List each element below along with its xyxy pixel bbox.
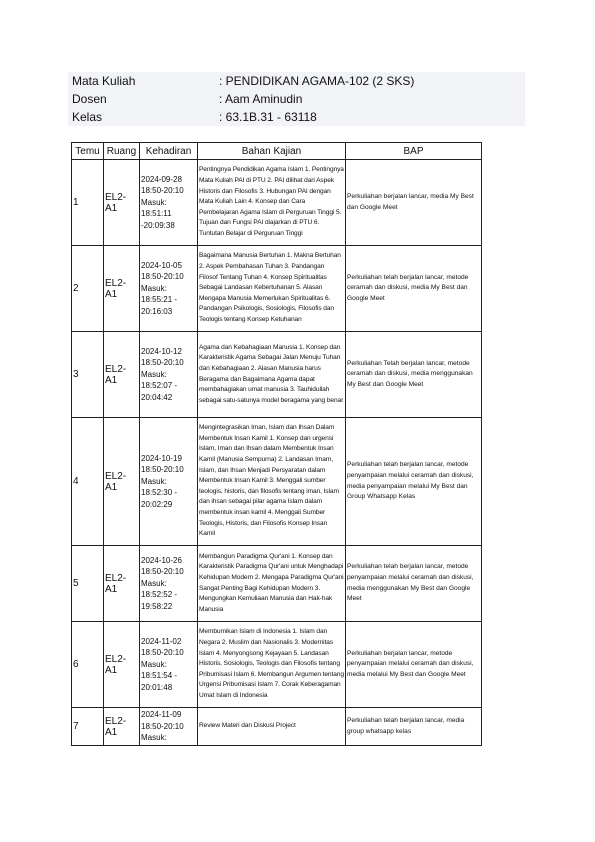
table-row bbox=[72, 622, 482, 708]
table-row bbox=[72, 160, 482, 246]
cell-ruang: EL2-A1 bbox=[104, 246, 140, 332]
attendance-table bbox=[71, 142, 482, 746]
kehadiran-line: 20:04:42 bbox=[141, 392, 173, 402]
cell-bahan-kajian: Review Materi dan Diskusi Project bbox=[198, 708, 346, 746]
kehadiran-line: -20:09:38 bbox=[141, 220, 175, 230]
info-label-class: Kelas bbox=[72, 110, 103, 124]
kehadiran-line: Masuk: bbox=[141, 733, 167, 743]
kehadiran-line: 18:52:30 - bbox=[141, 488, 178, 498]
kehadiran-line: 18:51:54 - bbox=[141, 671, 178, 681]
info-row-lecturer bbox=[68, 90, 525, 108]
info-row-course bbox=[68, 72, 525, 90]
cell-kehadiran bbox=[140, 546, 198, 622]
cell-bahan-kajian: Membangun Paradigma Qur'ani 1. Konsep dan Karakteristik Paradigma Qur'ani untuk Menghadapi Kehidupan Modern 2. Mengapa Paradigma Qur'ani Sangat Penting Bagi Kehidupan Modern 3. Mengungkan Kemuliaan Manusia dan Hak-hak Manusia bbox=[198, 546, 346, 622]
cell-kehadiran bbox=[140, 160, 198, 246]
cell-bahan-kajian: Pentingnya Pendidikan Agama Islam 1. Pentingnya Mata Kuliah PAI di PTU 2. PAI dilihat dari Aspek Historis dan Filosofis 3. Hubungan PAI dengan Mata Kuliah Lain 4. Konsep dan Cara Pembelajaran Agama Islam di Perguruan Tinggi 5. Tujuan dan Fungsi PAI diajarkan di PTU 6. Tuntutan Belajar di Perguruan Tinggi bbox=[198, 160, 346, 246]
header-temu: Temu bbox=[72, 143, 104, 160]
cell-ruang: EL2-A1 bbox=[104, 332, 140, 418]
kehadiran-line: 2024-10-12 bbox=[141, 346, 182, 356]
kehadiran-line: 2024-10-05 bbox=[141, 260, 182, 270]
cell-temu: 7 bbox=[72, 708, 104, 746]
kehadiran-line: 2024-11-02 bbox=[141, 636, 182, 646]
kehadiran-line: 18:52:07 - bbox=[141, 381, 178, 391]
cell-ruang: EL2-A1 bbox=[104, 160, 140, 246]
kehadiran-line: 20:16:03 bbox=[141, 306, 173, 316]
table-row bbox=[72, 546, 482, 622]
cell-ruang: EL2-A1 bbox=[104, 418, 140, 546]
kehadiran-line: 20:02:29 bbox=[141, 499, 173, 509]
cell-temu: 1 bbox=[72, 160, 104, 246]
header-bahan-kajian: Bahan Kajian bbox=[198, 143, 346, 160]
cell-temu: 5 bbox=[72, 546, 104, 622]
cell-bap: Perkuliahan berjalan lancar, metode penyampaian melalui ceramah dan diskusi, media melalui My Best dan Google Meet bbox=[346, 622, 482, 708]
cell-temu: 6 bbox=[72, 622, 104, 708]
cell-ruang: EL2-A1 bbox=[104, 546, 140, 622]
cell-bap: Perkuliahan telah berjalan lancar, metode ceramah dan diskusi, media My Best dan Google Meet bbox=[346, 246, 482, 332]
table-row bbox=[72, 708, 482, 746]
kehadiran-line: 20:01:48 bbox=[141, 682, 173, 692]
kehadiran-line: 18:50-20:10 bbox=[141, 648, 184, 658]
kehadiran-line: 18:50-20:10 bbox=[141, 567, 184, 577]
header-ruang: Ruang bbox=[104, 143, 140, 160]
table-row bbox=[72, 246, 482, 332]
kehadiran-line: 19:58:22 bbox=[141, 601, 173, 611]
table-header-row bbox=[72, 143, 482, 160]
cell-ruang: EL2-A1 bbox=[104, 622, 140, 708]
cell-kehadiran bbox=[140, 418, 198, 546]
cell-temu: 4 bbox=[72, 418, 104, 546]
cell-ruang: EL2-A1 bbox=[104, 708, 140, 746]
kehadiran-line: 18:55:21 - bbox=[141, 295, 178, 305]
kehadiran-line: 18:50-20:10 bbox=[141, 186, 184, 196]
cell-bap: Perkuliahan berjalan lancar, media My Best dan Google Meet bbox=[346, 160, 482, 246]
header-kehadiran: Kehadiran bbox=[140, 143, 198, 160]
info-value-lecturer: : Aam Aminudin bbox=[219, 92, 303, 106]
kehadiran-line: 2024-11-09 bbox=[141, 710, 182, 720]
kehadiran-line: 2024-09-28 bbox=[141, 174, 182, 184]
info-row-class bbox=[68, 108, 525, 126]
info-value-class: : 63.1B.31 - 63118 bbox=[219, 110, 317, 124]
kehadiran-line: 18:50-20:10 bbox=[141, 721, 184, 731]
kehadiran-line: 2024-10-19 bbox=[141, 453, 182, 463]
table-row bbox=[72, 418, 482, 546]
kehadiran-line: 18:50-20:10 bbox=[141, 465, 184, 475]
cell-bahan-kajian: Agama dan Kebahagiaan Manusia 1. Konsep dan Karakteristik Agama Sebagai Jalan Menuju Tuhan dan Kebahagiaan 2. Alasan Manusia harus Beragama dan Bagaimana Agama dapat membahagiakan umat manusia 3. Tauhidullah sebagai satu-satunya model beragama yang benar bbox=[198, 332, 346, 418]
table-row bbox=[72, 332, 482, 418]
kehadiran-line: 18:52:52 - bbox=[141, 590, 178, 600]
kehadiran-line: Masuk: bbox=[141, 283, 167, 293]
cell-kehadiran bbox=[140, 708, 198, 746]
kehadiran-line: 2024-10-26 bbox=[141, 555, 182, 565]
kehadiran-line: Masuk: bbox=[141, 369, 167, 379]
kehadiran-line: Masuk: bbox=[141, 476, 167, 486]
cell-bap: Perkuliahan Telah berjalan lancar, metode ceramah dan diskusi, media menggunakan My Best dan Google Meet bbox=[346, 332, 482, 418]
cell-bahan-kajian: Bagaimana Manusia Bertuhan 1. Makna Bertuhan 2. Aspek Pembahasan Tuhan 3. Pandangan Filosof Tentang Tuhan 4. Konsep Spiritualitas Sebagai Landasan Kebertuhanan 5. Alasan Mengapa Manusia Memerlukan Spiritualitas 6. Pandangan Psikologis, Sosiologis, Filosofis dan Teologis tentang Konsep Ketuhanan bbox=[198, 246, 346, 332]
cell-temu: 2 bbox=[72, 246, 104, 332]
cell-kehadiran bbox=[140, 332, 198, 418]
header-bap: BAP bbox=[346, 143, 482, 160]
cell-temu: 3 bbox=[72, 332, 104, 418]
kehadiran-line: Masuk: bbox=[141, 659, 167, 669]
info-value-course: : PENDIDIKAN AGAMA-102 (2 SKS) bbox=[219, 74, 415, 88]
cell-bap: Perkuliahan telah berjalan lancar, metode penyampaian melalui ceramah dan diskusi, media menggunakan My Best dan Google Meet bbox=[346, 546, 482, 622]
cell-bahan-kajian: Membumikan Islam di Indonesia 1. Islam dan Negara 2. Muslim dan Nasionalis 3. Modernitas Islam 4. Menyongsong Kejayaan 5. Landasan Historis, Sosiologis, Teologis dan Filosofis tentang Pribumisasi Islam 6. Membangun Argumen tentang Urgensi Pribumisasi Islam 7. Corak Keberagaman Umat Islam di Indonesia bbox=[198, 622, 346, 708]
table-body bbox=[72, 160, 482, 746]
cell-bap: Perkuliahan telah berjalan lancar, metode penyampaian melalui ceramah dan diskusi, media penyampaian melalui My Best dan Group Whatsapp Kelas bbox=[346, 418, 482, 546]
kehadiran-line: 18:50-20:10 bbox=[141, 358, 184, 368]
cell-bahan-kajian: Mengintegrasikan Iman, Islam dan Ihsan Dalam Membentuk Insan Kamil 1. Konsep dan urgensi Islam, Iman dan Ihsan dalam Membentuk Insan Kamil (Manusia Sempurna) 2. Landasan Imam, Islam, dan Ihsan Menjadi Persyaratan dalam Membentuk Insan Kamil 3. Menggali sumber teologis, historis, dan filosofis tentang iman, Islam dan ihsan sebagai pilar agama Islam dalam membentuk insan kamil 4. Menggali Sumber Teologis, Historis, dan Filosofis Konsep Insan Kamil bbox=[198, 418, 346, 546]
kehadiran-line: 18:50-20:10 bbox=[141, 272, 184, 282]
info-label-course: Mata Kuliah bbox=[72, 74, 136, 88]
cell-kehadiran bbox=[140, 246, 198, 332]
info-label-lecturer: Dosen bbox=[72, 92, 107, 106]
course-info-block bbox=[68, 72, 525, 126]
cell-kehadiran bbox=[140, 622, 198, 708]
cell-bap: Perkuliahan telah berjalan lancar, media group whatsapp kelas bbox=[346, 708, 482, 746]
kehadiran-line: Masuk: 18:51:11 bbox=[141, 197, 172, 219]
kehadiran-line: Masuk: bbox=[141, 578, 167, 588]
